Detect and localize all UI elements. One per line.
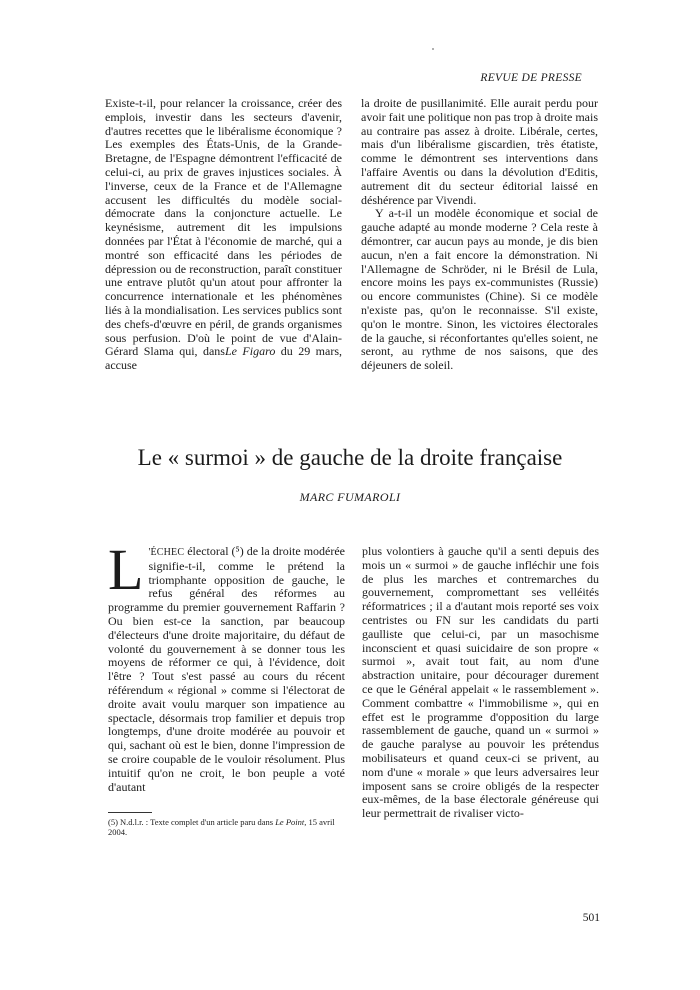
page-number: 501 — [582, 912, 600, 924]
article-left-column — [108, 537, 345, 794]
article-title: Le « surmoi » de gauche de la droite française — [137, 445, 563, 470]
paragraph: Existe-t-il, pour relancer la croissance, créer des emplois, investir dans les secteurs d'avenir, d'autres recettes que le libéralisme économique ? Les exemples des États-Unis, de la Grande-Bretagne, de l'Espagne démontrent l'efficacité de celui-ci, au prix de graves injustices sociales. À l'inverse, ceux de la France et de l'Allemagne accusent les difficultés du modèle social-démocrate dans la conjoncture actuelle. Le keynésisme, autrement dit les impulsions données par l'État à l'économie de marché, qui a montré son efficacité dans les périodes de dépression ou de reconstruction, paraît constituer une entrave plutôt qu'un atout pour affronter la concurrence internationale et les phénomènes liés à la mondialisation. Les services publics sont des chefs-d'œuvre en péril, de grands organismes sous perfusion. D'où le point de vue d'Alain-Gérard Slama qui, dansLe Figaro du 29 mars, accuse — [105, 96, 343, 373]
paragraph: L 'ÉCHEC électoral (⁵) de la droite modérée signifie-t-il, comme le prétend la triomphante opposition de gauche, le refus général des réformes au programme du premier gouvernement Raffarin ? Ou bien est-ce la sanction, par beaucoup d'électeurs d'une droite majoritaire, du défaut de volonté du gouvernement à se donner tous les moyens de réformer ce qui, à l'évidence, doit l'être ? Tout s'est passé au cours du récent référendum « régional » comme si l'électorat de droite avait voulu marquer son impatience au spectacle, désormais trop familier et depuis trop longtemps, d'une droite modérée au pouvoir et qui, sachant où est le bien, donne l'impression de se croire coupable de le vouloir résolument. Plus intuitif qu'on ne croit, le bon peuple a voté d'autant — [108, 537, 345, 794]
previous-article-right-column — [361, 97, 598, 373]
article-right-column — [362, 545, 599, 821]
paragraph: plus volontiers à gauche qu'il a senti depuis des mois un « surmoi » de gauche infléchir une fois de plus les marches et contremarches du gouvernement, compromettant ses velléités réformatrices ; il a d'autant mois reporté ses voix centristes ou FN sur les candidats du parti gaulliste que celui-ci, par un masochisme inconscient et quasi suicidaire de son propre « surmoi », avait tout fait, au nom d'une abstraction unitaire, pour décourager durement ce que le Général appelait « le rassemblement ». Comment combattre « l'immobilisme », qui en effet est le programme d'opposition du large rassemblement de gauche, quand un « surmoi » de gauche paralyse au pouvoir les prétendus mobilisateurs et quand ceux-ci se privent, au nom d'une « morale » que leurs adversaires leur imposent sans se croire obligés de la respecter eux-mêmes, de la base électorale généreuse qui leur permettrait de rivaliser victo- — [362, 544, 599, 821]
first-word: 'ÉCHEC — [148, 547, 185, 558]
previous-article-left-column — [105, 97, 342, 373]
drop-cap: L — [108, 537, 144, 602]
footnote-divider — [108, 812, 152, 813]
footnote: (5) N.d.l.r. : Texte complet d'un article paru dans Le Point, 15 avril 2004. — [108, 817, 335, 837]
paragraph: la droite de pusillanimité. Elle aurait perdu pour avoir fait une politique non pas trop à droite mais au contraire pas assez à droite. Libérale, certes, mais d'un libéralisme giscardien, très étatiste, comme le démontrent ses interventions dans l'affaire Aventis ou dans la dévolution d'Editis, autrement dit du secteur éditorial laissé en déshérence par Vivendi. — [361, 96, 598, 207]
running-header: REVUE DE PRESSE — [480, 72, 582, 84]
article-author: MARC FUMAROLI — [299, 490, 401, 504]
paragraph: Y a-t-il un modèle économique et social de gauche adapté au monde moderne ? Cela reste à démontrer, car aucun pays au monde, je dis bien aucun, n'en a fait encore la démonstration. Ni l'Allemagne de Schröder, ni le Brésil de Lula, encore moins les pays ex-communistes (Russie) ou encore communistes (Chine). Si ce modèle n'existe pas, qu'on le reconnaisse. S'il existe, qu'on le montre. Sinon, les victoires électorales de la gauche, si réconfortantes qu'elles soient, ne seront, au rythme de nos saisons, que des déjeuners de soleil. — [361, 206, 598, 373]
print-speck — [432, 48, 434, 50]
